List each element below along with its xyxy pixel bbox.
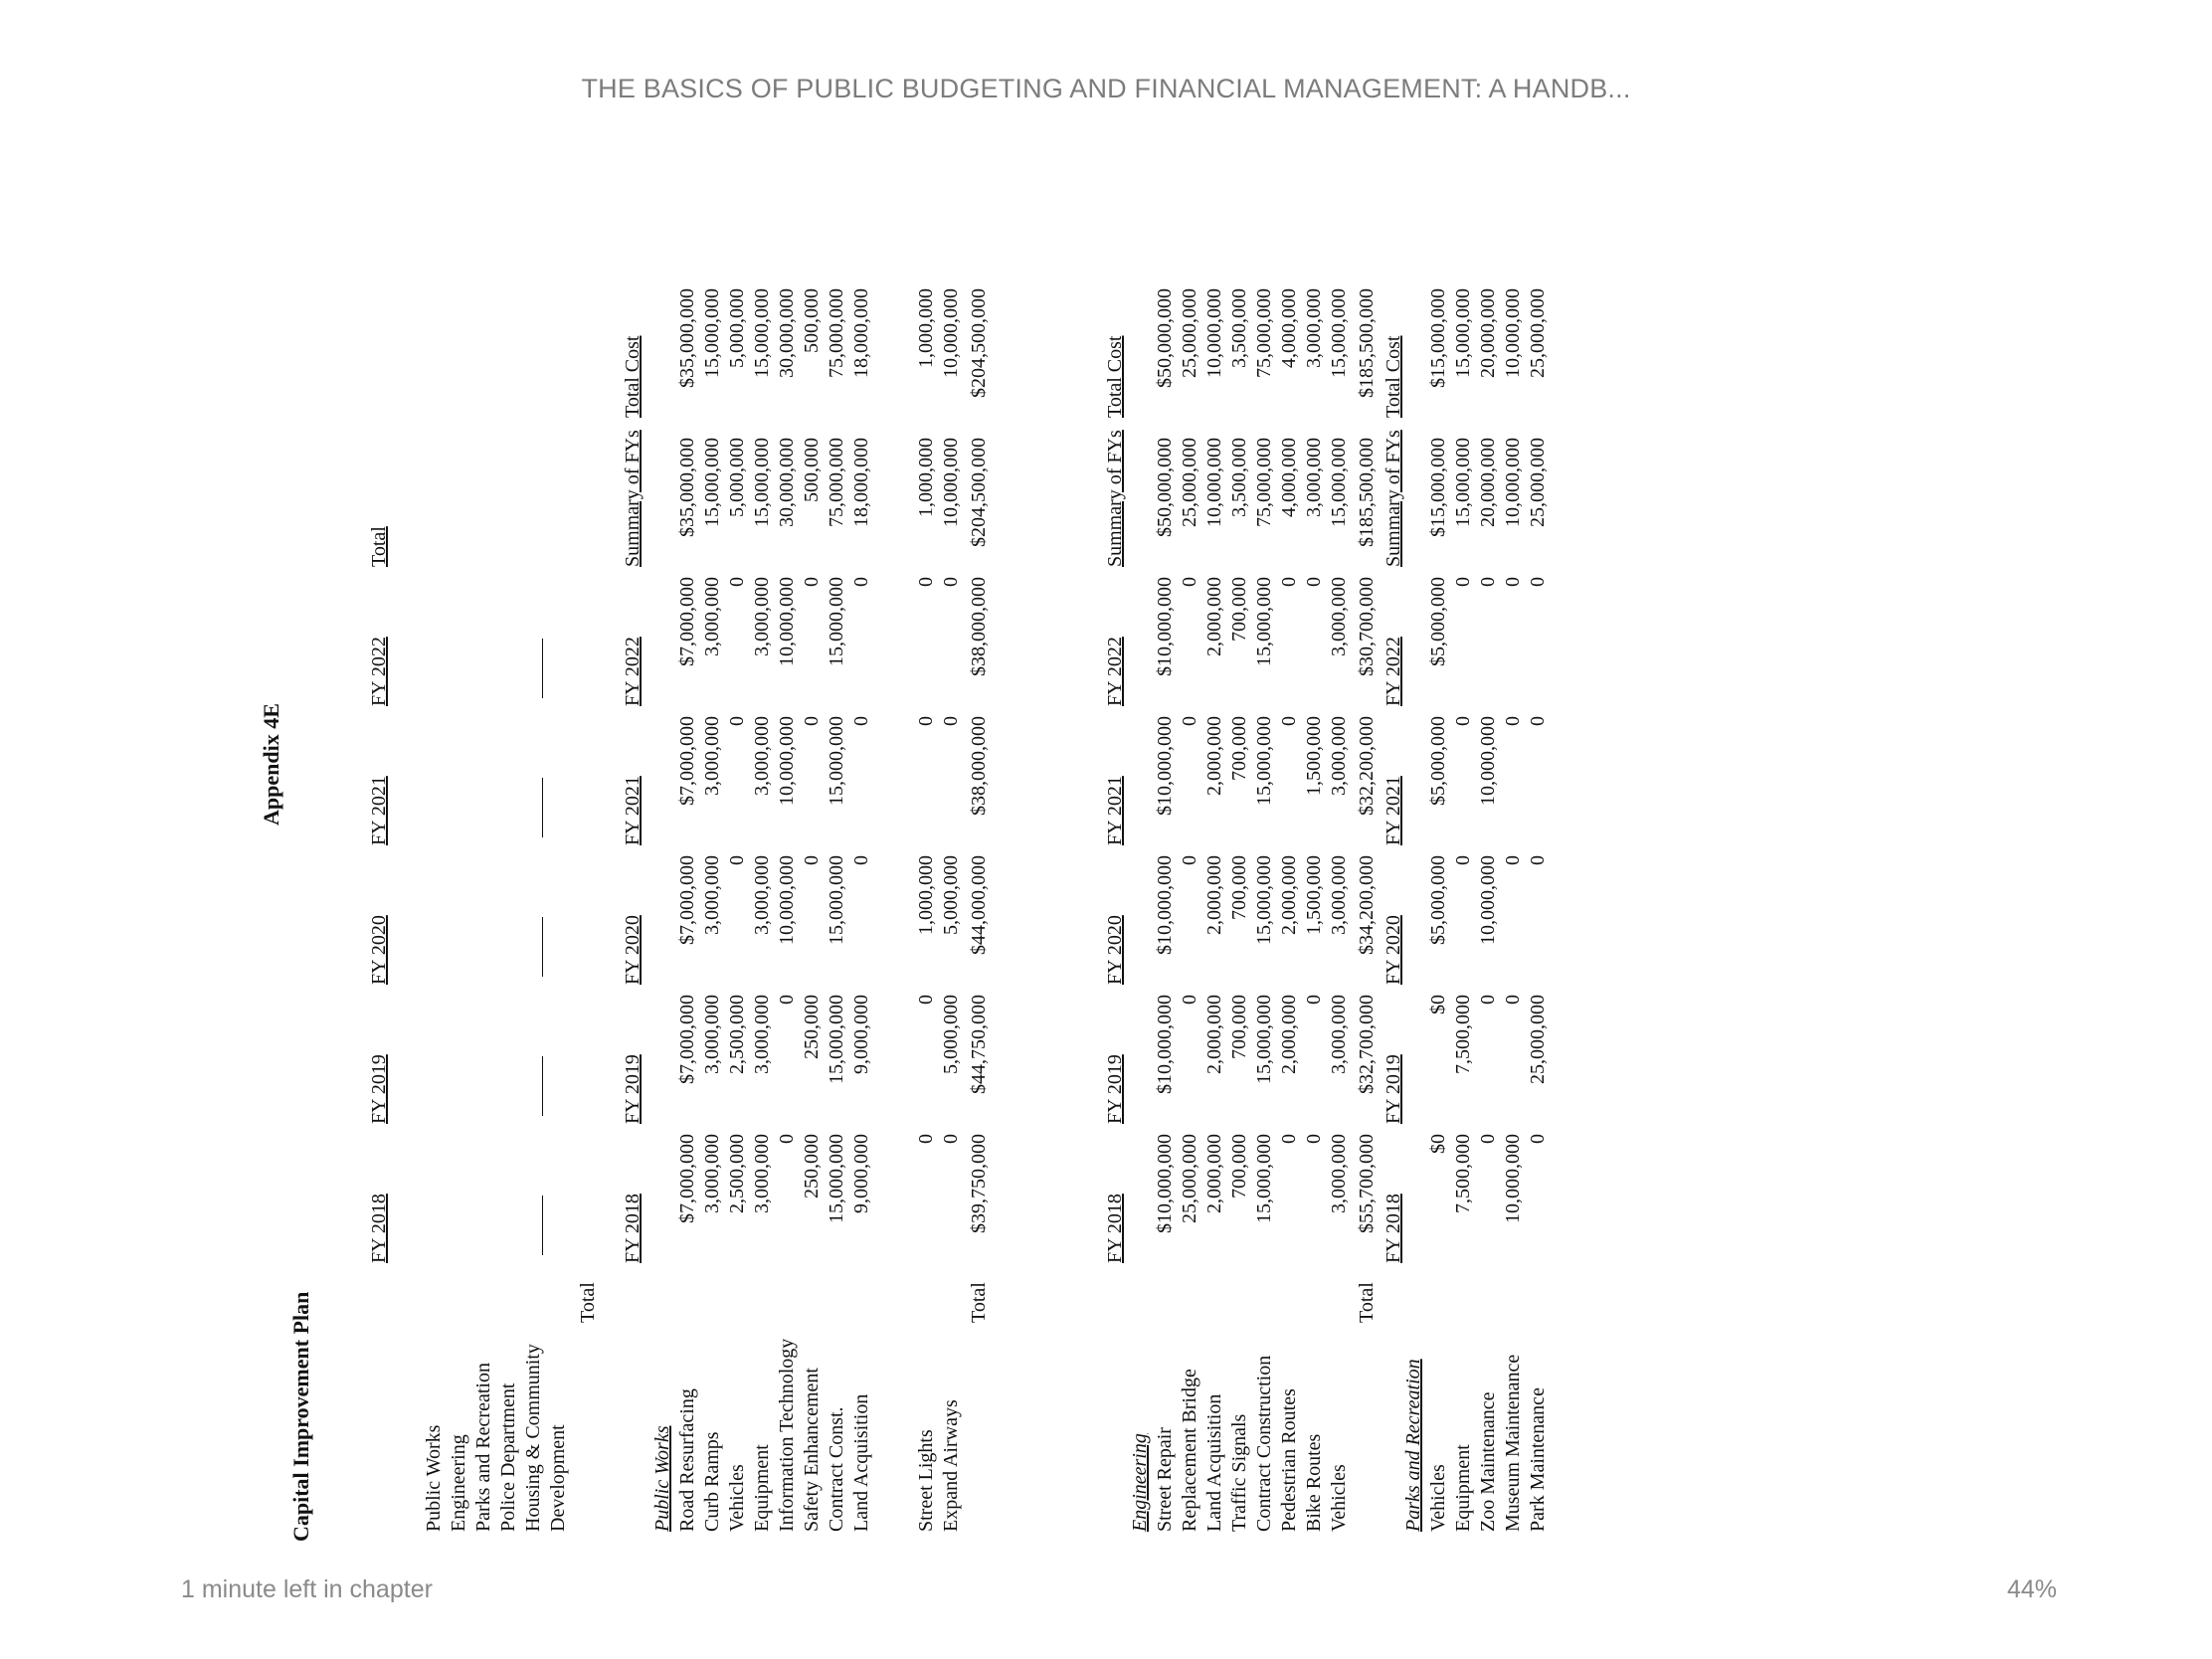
- engineering-col-header: FY 2020: [1104, 915, 1126, 985]
- engineering-cell: 0: [1278, 1134, 1300, 1144]
- engineering-cell: 700,000: [1228, 995, 1250, 1059]
- engineering-cell: 4,000,000: [1278, 438, 1300, 517]
- public_works-total-cell: $38,000,000: [968, 577, 990, 676]
- parks-cell: $5,000,000: [1427, 577, 1449, 666]
- appendix-label: Appendix 4E: [259, 703, 283, 826]
- engineering-cell: 2,000,000: [1278, 995, 1300, 1074]
- public_works-total-cell: $44,750,000: [968, 995, 990, 1094]
- public_works-heading: Public Works: [651, 1425, 673, 1532]
- parks-cell: 0: [1527, 855, 1549, 865]
- engineering-cell: 15,000,000: [1253, 1134, 1275, 1223]
- parks-cell: 7,500,000: [1452, 1134, 1474, 1213]
- engineering-row-label: Street Repair: [1154, 1427, 1176, 1532]
- parks-cell: 0: [1452, 716, 1474, 726]
- public_works-cell: 500,000: [801, 438, 823, 502]
- summary-header: FY 2018: [368, 1194, 390, 1263]
- summary-header: Total: [368, 526, 390, 567]
- engineering-cell: $10,000,000: [1154, 995, 1176, 1094]
- public_works-cell: 3,000,000: [701, 855, 723, 935]
- parks-cell: 10,000,000: [1502, 1134, 1524, 1223]
- public_works-cell: 15,000,000: [751, 438, 773, 527]
- public_works-col-header: FY 2020: [622, 915, 644, 985]
- engineering-cell: 75,000,000: [1253, 438, 1275, 527]
- public_works-cell: 18,000,000: [850, 288, 872, 378]
- engineering-cell: 700,000: [1228, 716, 1250, 781]
- parks-col-header: FY 2021: [1382, 776, 1404, 845]
- parks-cell: 0: [1477, 577, 1499, 587]
- parks-cell: 20,000,000: [1477, 288, 1499, 378]
- public_works-cell: 250,000: [801, 1134, 823, 1198]
- public_works-cell: 0: [940, 716, 962, 726]
- engineering-cell: $10,000,000: [1154, 1134, 1176, 1233]
- public_works-row-label: Land Acquisition: [850, 1393, 872, 1532]
- engineering-row-label: Pedestrian Routes: [1278, 1388, 1300, 1532]
- engineering-cell: $50,000,000: [1154, 438, 1176, 537]
- engineering-cell: 4,000,000: [1278, 288, 1300, 368]
- public_works-cell: 10,000,000: [940, 288, 962, 378]
- public_works-cell: 1,000,000: [915, 855, 937, 935]
- public_works-col-header: Summary of FYs: [622, 430, 644, 567]
- parks-cell: 0: [1502, 855, 1524, 865]
- engineering-cell: 700,000: [1228, 1134, 1250, 1198]
- public_works-cell: 3,000,000: [751, 1134, 773, 1213]
- parks-cell: 0: [1527, 1134, 1549, 1144]
- summary-department: Public Works: [423, 1424, 445, 1532]
- engineering-cell: 3,000,000: [1328, 995, 1350, 1074]
- parks-cell: 10,000,000: [1477, 855, 1499, 945]
- engineering-total-cell: $32,200,000: [1356, 716, 1378, 816]
- engineering-col-header: FY 2021: [1104, 776, 1126, 845]
- public_works-cell: 5,000,000: [726, 288, 748, 368]
- public_works-cell: 0: [850, 577, 872, 587]
- engineering-col-header: FY 2022: [1104, 637, 1126, 706]
- public_works-row-label: Street Lights: [915, 1429, 937, 1532]
- parks-cell: 20,000,000: [1477, 438, 1499, 527]
- parks-cell: $0: [1427, 1134, 1449, 1154]
- public_works-cell: 2,500,000: [726, 1134, 748, 1213]
- engineering-total-cell: $185,500,000: [1356, 438, 1378, 547]
- engineering-cell: 10,000,000: [1203, 438, 1225, 527]
- public_works-cell: $7,000,000: [676, 577, 698, 666]
- summary-department: Engineering: [448, 1434, 469, 1532]
- engineering-cell: 75,000,000: [1253, 288, 1275, 378]
- public_works-cell: 1,000,000: [915, 438, 937, 517]
- parks-heading: Parks and Recreation: [1402, 1359, 1424, 1532]
- engineering-cell: 15,000,000: [1253, 995, 1275, 1084]
- engineering-cell: 3,000,000: [1303, 288, 1325, 368]
- engineering-cell: 2,000,000: [1203, 1134, 1225, 1213]
- parks-row-label: Vehicles: [1427, 1464, 1449, 1532]
- parks-row-label: Zoo Maintenance: [1477, 1391, 1499, 1532]
- engineering-cell: 3,500,000: [1228, 288, 1250, 368]
- public_works-cell: 15,000,000: [826, 716, 847, 806]
- summary-header: FY 2019: [368, 1054, 390, 1124]
- public_works-cell: 3,000,000: [701, 577, 723, 656]
- public_works-cell: $7,000,000: [676, 716, 698, 806]
- summary-header: FY 2020: [368, 915, 390, 985]
- rotated-document-page: [259, 219, 2009, 1542]
- engineering-total-cell: $55,700,000: [1356, 1134, 1378, 1233]
- engineering-row-label: Bike Routes: [1303, 1433, 1325, 1532]
- parks-cell: 0: [1502, 577, 1524, 587]
- public_works-cell: $7,000,000: [676, 855, 698, 945]
- public_works-cell: 0: [940, 577, 962, 587]
- progress-percent: 44%: [2006, 1575, 2057, 1603]
- summary-total-label: Total: [577, 1282, 599, 1323]
- time-left-label: 1 minute left in chapter: [181, 1575, 433, 1603]
- engineering-cell: $10,000,000: [1154, 577, 1176, 676]
- public_works-cell: 0: [850, 716, 872, 726]
- public_works-cell: 15,000,000: [826, 995, 847, 1084]
- public_works-cell: 15,000,000: [701, 288, 723, 378]
- engineering-cell: 0: [1179, 577, 1200, 587]
- engineering-total-cell: $185,500,000: [1356, 288, 1378, 398]
- public_works-cell: 0: [726, 855, 748, 865]
- engineering-total-cell: $32,700,000: [1356, 995, 1378, 1094]
- parks-cell: 25,000,000: [1527, 438, 1549, 527]
- parks-cell: $15,000,000: [1427, 288, 1449, 388]
- public_works-cell: 5,000,000: [940, 855, 962, 935]
- parks-row-label: Park Maintenance: [1527, 1387, 1549, 1532]
- parks-col-header: FY 2022: [1382, 637, 1404, 706]
- public_works-cell: 9,000,000: [850, 995, 872, 1074]
- public_works-cell: 18,000,000: [850, 438, 872, 527]
- public_works-cell: 0: [915, 716, 937, 726]
- engineering-cell: 0: [1179, 716, 1200, 726]
- engineering-cell: 15,000,000: [1253, 577, 1275, 666]
- parks-cell: 25,000,000: [1527, 288, 1549, 378]
- public_works-cell: 500,000: [801, 288, 823, 353]
- public_works-cell: 250,000: [801, 995, 823, 1059]
- public_works-cell: 0: [915, 1134, 937, 1144]
- engineering-cell: 0: [1179, 995, 1200, 1005]
- public_works-cell: 15,000,000: [826, 855, 847, 945]
- summary-department: Development: [547, 1424, 569, 1532]
- public_works-col-header: Total Cost: [622, 335, 644, 418]
- engineering-row-label: Contract Construction: [1253, 1355, 1275, 1532]
- summary-rule: [542, 1056, 543, 1116]
- parks-cell: $5,000,000: [1427, 855, 1449, 945]
- public_works-cell: $7,000,000: [676, 995, 698, 1084]
- engineering-cell: 0: [1303, 577, 1325, 587]
- engineering-cell: 3,000,000: [1328, 1134, 1350, 1213]
- parks-cell: 0: [1502, 716, 1524, 726]
- parks-cell: $0: [1427, 995, 1449, 1014]
- public_works-row-label: Expand Airways: [940, 1399, 962, 1532]
- engineering-cell: 1,500,000: [1303, 855, 1325, 935]
- public_works-cell: 2,500,000: [726, 995, 748, 1074]
- parks-cell: 25,000,000: [1527, 995, 1549, 1084]
- public_works-cell: 3,000,000: [751, 716, 773, 796]
- public_works-cell: 5,000,000: [940, 995, 962, 1074]
- parks-cell: 15,000,000: [1452, 288, 1474, 378]
- parks-row-label: Equipment: [1452, 1444, 1474, 1532]
- public_works-total-label: Total: [968, 1282, 990, 1323]
- parks-cell: 0: [1527, 716, 1549, 726]
- public_works-cell: 3,000,000: [751, 995, 773, 1074]
- engineering-cell: $10,000,000: [1154, 716, 1176, 816]
- public_works-col-header: FY 2018: [622, 1194, 644, 1263]
- engineering-row-label: Vehicles: [1328, 1464, 1350, 1532]
- public_works-cell: 3,000,000: [751, 577, 773, 656]
- public_works-row-label: Road Resurfacing: [676, 1388, 698, 1532]
- engineering-row-label: Land Acquisition: [1203, 1393, 1225, 1532]
- public_works-cell: 0: [801, 855, 823, 865]
- engineering-cell: 3,000,000: [1328, 716, 1350, 796]
- public_works-cell: 5,000,000: [726, 438, 748, 517]
- engineering-heading: Engineering: [1129, 1433, 1151, 1532]
- public_works-cell: 0: [915, 995, 937, 1005]
- parks-cell: 0: [1452, 855, 1474, 865]
- engineering-cell: $50,000,000: [1154, 288, 1176, 388]
- engineering-cell: 2,000,000: [1278, 855, 1300, 935]
- engineering-cell: 3,500,000: [1228, 438, 1250, 517]
- engineering-cell: 15,000,000: [1253, 716, 1275, 806]
- engineering-row-label: Traffic Signals: [1228, 1413, 1250, 1532]
- engineering-row-label: Replacement Bridge: [1179, 1369, 1200, 1532]
- public_works-cell: 15,000,000: [701, 438, 723, 527]
- parks-row-label: Museum Maintenance: [1502, 1354, 1524, 1532]
- parks-cell: 7,500,000: [1452, 995, 1474, 1074]
- public_works-cell: 10,000,000: [776, 716, 798, 806]
- parks-cell: 10,000,000: [1477, 716, 1499, 806]
- parks-cell: 10,000,000: [1502, 288, 1524, 378]
- public_works-total-cell: $44,000,000: [968, 855, 990, 955]
- parks-cell: $15,000,000: [1427, 438, 1449, 537]
- public_works-cell: 0: [801, 716, 823, 726]
- public_works-col-header: FY 2021: [622, 776, 644, 845]
- parks-cell: 0: [1527, 577, 1549, 587]
- summary-department: Housing & Community: [522, 1344, 544, 1532]
- summary-rule: [542, 917, 543, 977]
- engineering-cell: 15,000,000: [1253, 855, 1275, 945]
- engineering-cell: 25,000,000: [1179, 438, 1200, 527]
- engineering-cell: 25,000,000: [1179, 288, 1200, 378]
- public_works-cell: 9,000,000: [850, 1134, 872, 1213]
- book-title: THE BASICS OF PUBLIC BUDGETING AND FINANCIAL MANAGEMENT: A HANDB...: [581, 74, 1631, 103]
- engineering-cell: 0: [1303, 1134, 1325, 1144]
- public_works-cell: 0: [940, 1134, 962, 1144]
- engineering-cell: 2,000,000: [1203, 577, 1225, 656]
- engineering-total-label: Total: [1356, 1282, 1378, 1323]
- public_works-cell: 15,000,000: [751, 288, 773, 378]
- engineering-total-cell: $34,200,000: [1356, 855, 1378, 955]
- engineering-cell: 1,500,000: [1303, 716, 1325, 796]
- public_works-cell: 3,000,000: [701, 716, 723, 796]
- parks-cell: 15,000,000: [1452, 438, 1474, 527]
- public_works-cell: 1,000,000: [915, 288, 937, 368]
- engineering-cell: 700,000: [1228, 577, 1250, 642]
- public_works-cell: 15,000,000: [826, 577, 847, 666]
- engineering-cell: 15,000,000: [1328, 288, 1350, 378]
- public_works-cell: 3,000,000: [751, 855, 773, 935]
- public_works-cell: 10,000,000: [776, 577, 798, 666]
- public_works-cell: 10,000,000: [776, 855, 798, 945]
- engineering-cell: $10,000,000: [1154, 855, 1176, 955]
- parks-col-header: FY 2020: [1382, 915, 1404, 985]
- public_works-row-label: Contract Const.: [826, 1406, 847, 1532]
- engineering-total-cell: $30,700,000: [1356, 577, 1378, 676]
- public_works-cell: 75,000,000: [826, 438, 847, 527]
- parks-col-header: Summary of FYs: [1382, 430, 1404, 567]
- public_works-cell: 75,000,000: [826, 288, 847, 378]
- public_works-cell: 0: [726, 577, 748, 587]
- engineering-cell: 2,000,000: [1203, 855, 1225, 935]
- summary-rule: [542, 778, 543, 837]
- parks-cell: 0: [1477, 995, 1499, 1005]
- public_works-cell: $35,000,000: [676, 438, 698, 537]
- parks-cell: 0: [1452, 577, 1474, 587]
- public_works-cell: 0: [776, 1134, 798, 1144]
- public_works-cell: 3,000,000: [701, 995, 723, 1074]
- parks-cell: 10,000,000: [1502, 438, 1524, 527]
- engineering-cell: 0: [1303, 995, 1325, 1005]
- public_works-row-label: Curb Ramps: [701, 1431, 723, 1532]
- engineering-cell: 700,000: [1228, 855, 1250, 920]
- public_works-total-cell: $39,750,000: [968, 1134, 990, 1233]
- parks-cell: 0: [1502, 995, 1524, 1005]
- engineering-cell: 10,000,000: [1203, 288, 1225, 378]
- public_works-cell: $7,000,000: [676, 1134, 698, 1223]
- engineering-col-header: Total Cost: [1104, 335, 1126, 418]
- engineering-cell: 25,000,000: [1179, 1134, 1200, 1223]
- public_works-cell: 0: [801, 577, 823, 587]
- parks-cell: $5,000,000: [1427, 716, 1449, 806]
- public_works-cell: 10,000,000: [940, 438, 962, 527]
- public_works-cell: 0: [776, 995, 798, 1005]
- engineering-cell: 2,000,000: [1203, 716, 1225, 796]
- engineering-cell: 3,000,000: [1328, 855, 1350, 935]
- public_works-cell: 0: [915, 577, 937, 587]
- public_works-row-label: Vehicles: [726, 1464, 748, 1532]
- summary-header: FY 2022: [368, 637, 390, 706]
- public_works-total-cell: $204,500,000: [968, 288, 990, 398]
- summary-header: FY 2021: [368, 776, 390, 845]
- summary-rule: [542, 639, 543, 698]
- public_works-cell: 0: [726, 716, 748, 726]
- engineering-cell: 0: [1179, 855, 1200, 865]
- engineering-col-header: FY 2019: [1104, 1054, 1126, 1124]
- engineering-cell: 3,000,000: [1328, 577, 1350, 656]
- engineering-cell: 2,000,000: [1203, 995, 1225, 1074]
- engineering-cell: 15,000,000: [1328, 438, 1350, 527]
- public_works-cell: $35,000,000: [676, 288, 698, 388]
- public_works-row-label: Equipment: [751, 1444, 773, 1532]
- parks-col-header: FY 2018: [1382, 1194, 1404, 1263]
- parks-col-header: FY 2019: [1382, 1054, 1404, 1124]
- engineering-col-header: Summary of FYs: [1104, 430, 1126, 567]
- engineering-cell: 0: [1278, 716, 1300, 726]
- summary-department: Parks and Recreation: [472, 1363, 494, 1532]
- public_works-cell: 30,000,000: [776, 438, 798, 527]
- engineering-cell: 0: [1278, 577, 1300, 587]
- summary-department: Police Department: [497, 1382, 519, 1532]
- public_works-total-cell: $204,500,000: [968, 438, 990, 547]
- engineering-cell: 3,000,000: [1303, 438, 1325, 517]
- public_works-cell: 3,000,000: [701, 1134, 723, 1213]
- parks-col-header: Total Cost: [1382, 335, 1404, 418]
- summary-rule: [542, 1196, 543, 1255]
- parks-cell: 0: [1477, 1134, 1499, 1144]
- public_works-cell: 30,000,000: [776, 288, 798, 378]
- public_works-cell: 0: [850, 855, 872, 865]
- public_works-total-cell: $38,000,000: [968, 716, 990, 816]
- public_works-row-label: Safety Enhancement: [801, 1368, 823, 1532]
- plan-title: Capital Improvement Plan: [288, 1291, 313, 1542]
- public_works-col-header: FY 2019: [622, 1054, 644, 1124]
- public_works-col-header: FY 2022: [622, 637, 644, 706]
- public_works-cell: 15,000,000: [826, 1134, 847, 1223]
- engineering-col-header: FY 2018: [1104, 1194, 1126, 1263]
- public_works-row-label: Information Technology: [776, 1338, 798, 1532]
